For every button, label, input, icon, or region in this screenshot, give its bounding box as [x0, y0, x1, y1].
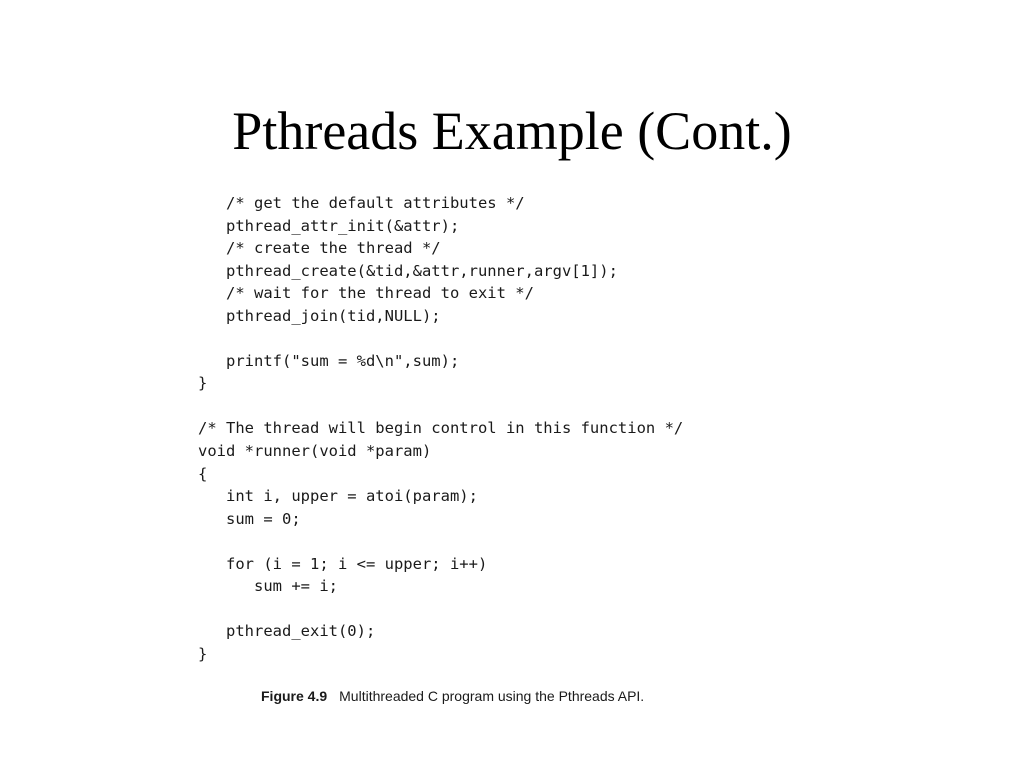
- code-line: }: [198, 644, 208, 663]
- code-line: pthread_attr_init(&attr);: [198, 216, 460, 235]
- code-line: [198, 598, 683, 621]
- code-line: for (i = 1; i <= upper; i++): [198, 554, 488, 573]
- code-listing: [198, 192, 683, 665]
- code-line: pthread_create(&tid,&attr,runner,argv[1]);: [198, 261, 618, 280]
- code-line: {: [198, 464, 208, 483]
- code-line: /* wait for the thread to exit */: [198, 284, 534, 303]
- slide-title: Pthreads Example (Cont.): [232, 101, 792, 161]
- code-line: void *runner(void *param): [198, 442, 432, 461]
- code-line: int i, upper = atoi(param);: [198, 487, 478, 506]
- code-line: pthread_exit(0);: [198, 622, 376, 641]
- code-line: /* get the default attributes */: [198, 194, 525, 212]
- code-line: printf("sum = %d\n",sum);: [198, 351, 460, 370]
- code-line: sum += i;: [198, 577, 338, 596]
- code-line: [198, 530, 683, 553]
- code-line: sum = 0;: [198, 509, 301, 528]
- figure-caption-text: Multithreaded C program using the Pthreads API.: [339, 688, 645, 704]
- code-line: pthread_join(tid,NULL);: [198, 306, 441, 325]
- figure-label: Figure 4.9: [261, 688, 328, 704]
- figure-caption: [261, 686, 644, 706]
- code-line: /* The thread will begin control in this function */: [198, 419, 684, 438]
- code-line: }: [198, 374, 208, 393]
- code-line: /* create the thread */: [198, 239, 441, 258]
- code-line: [198, 395, 683, 418]
- code-line: [198, 327, 683, 350]
